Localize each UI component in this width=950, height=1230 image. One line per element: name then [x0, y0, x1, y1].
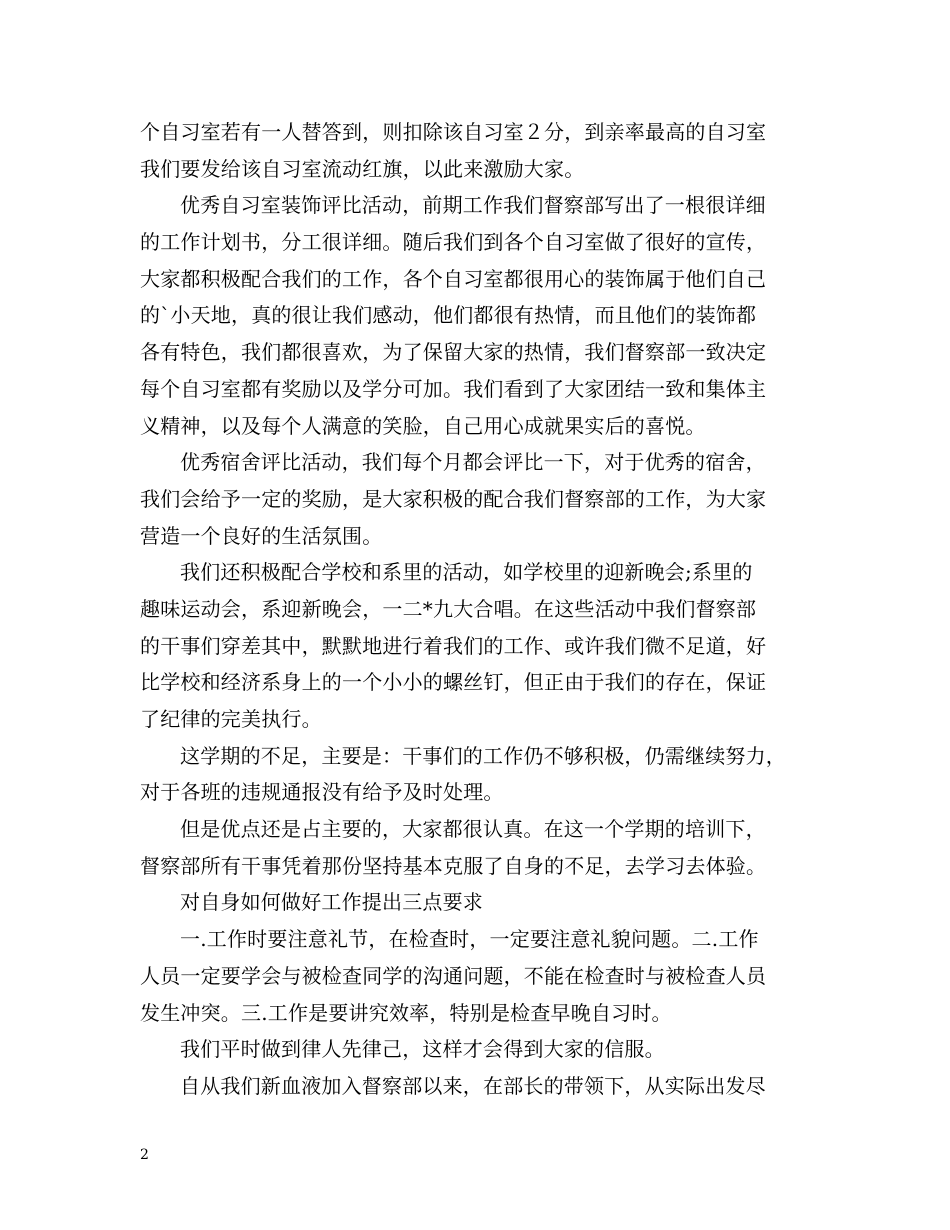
text-line: 我们要发给该自习室流动红旗，以此来激励大家。: [140, 156, 585, 181]
text-line: 发生冲突。三.工作是要讲究效率，特别是检查早晚自习时。: [140, 1000, 672, 1025]
text-line: 的`小天地，真的很让我们感动，他们都很有热情，而且他们的装饰都: [140, 303, 757, 328]
text-line: 这学期的不足，主要是：干事们的工作仍不够积极，仍需继续努力，: [180, 743, 786, 768]
text-line: 大家都积极配合我们的工作，各个自习室都很用心的装饰属于他们自己: [140, 266, 767, 291]
text-line: 优秀自习室装饰评比活动，前期工作我们督察部写出了一根很详细: [180, 193, 766, 218]
text-line: 的干事们穿差其中，默默地进行着我们的工作、或许我们微不足道，好: [140, 633, 767, 658]
page-number: 2: [140, 1147, 149, 1163]
text-line: 自从我们新血液加入督察部以来，在部长的带领下，从实际出发尽: [180, 1073, 766, 1098]
text-line: 督察部所有干事凭着那份坚持基本克服了自身的不足，去学习去体验。: [140, 853, 767, 878]
text-line: 个自习室若有一人替答到，则扣除该自习室２分，到亲率最高的自习室: [140, 120, 767, 144]
text-line: 营造一个良好的生活氛围。: [140, 523, 383, 548]
text-line: 人员一定要学会与被检查同学的沟通问题，不能在检查时与被检查人员: [140, 963, 767, 988]
text-line: 我们还积极配合学校和系里的活动，如学校里的迎新晚会;系里的: [180, 560, 753, 585]
text-line: 优秀宿舍评比活动，我们每个月都会评比一下，对于优秀的宿舍，: [180, 450, 766, 475]
text-line: 每个自习室都有奖励以及学分可加。我们看到了大家团结一致和集体主: [140, 376, 767, 401]
text-line: 对自身如何做好工作提出三点要求: [180, 890, 483, 915]
text-line: 我们平时做到律人先律己，这样才会得到大家的信服。: [180, 1037, 665, 1062]
text-line: 一.工作时要注意礼节，在检查时，一定要注意礼貌问题。二.工作: [180, 927, 759, 952]
text-line: 的工作计划书，分工很详细。随后我们到各个自习室做了很好的宣传，: [140, 230, 767, 255]
text-line: 我们会给予一定的奖励，是大家积极的配合我们督察部的工作，为大家: [140, 486, 767, 511]
text-line: 比学校和经济系身上的一个小小的螺丝钉，但正由于我们的存在，保证: [140, 670, 767, 695]
text-line: 但是优点还是占主要的，大家都很认真。在这一个学期的培训下，: [180, 817, 766, 842]
text-line: 对于各班的违规通报没有给予及时处理。: [140, 780, 504, 805]
text-line: 了纪律的完美执行。: [140, 707, 322, 731]
text-line: 各有特色，我们都很喜欢，为了保留大家的热情，我们督察部一致决定: [140, 340, 767, 365]
body-text: [140, 114, 820, 1105]
text-line: 义精神，以及每个人满意的笑脸，自己用心成就果实后的喜悦。: [140, 413, 706, 438]
text-line: 趣味运动会，系迎新晚会，一二*九大合唱。在这些活动中我们督察部: [140, 596, 757, 621]
